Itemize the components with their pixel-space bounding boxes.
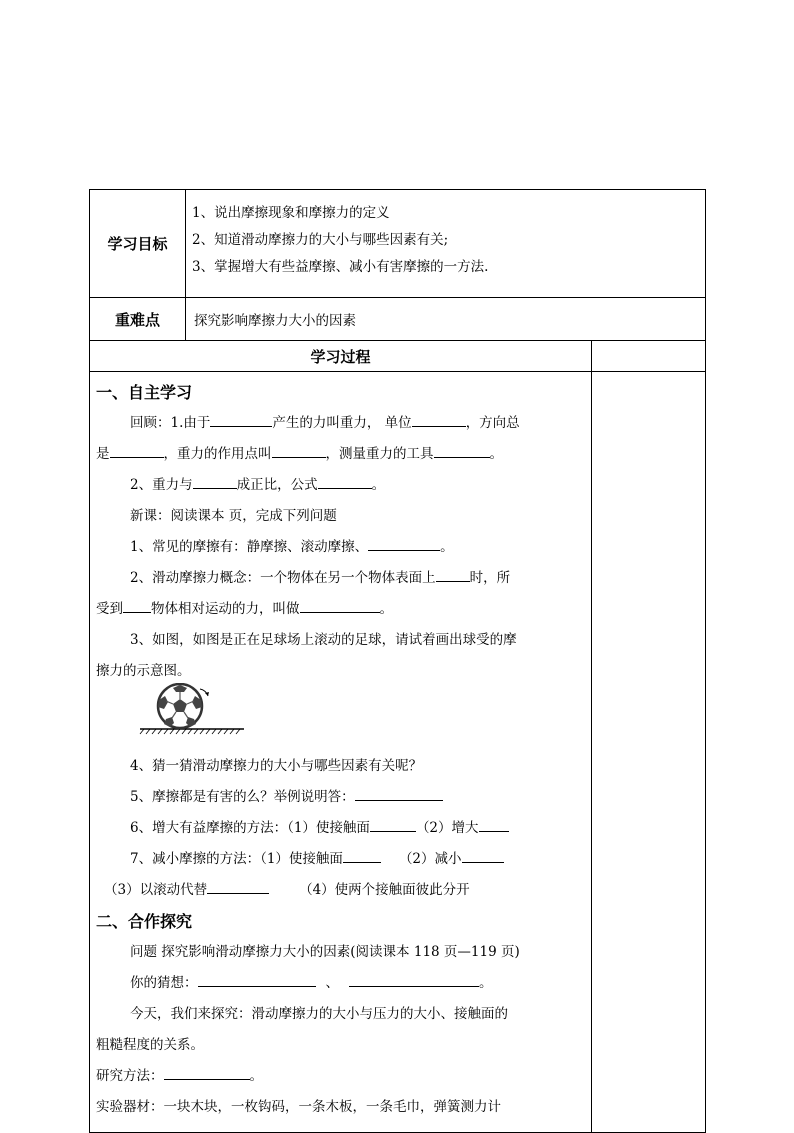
review-line-2: 是 ，重力的作用点叫 ，测量重力的工具 。 — [96, 442, 503, 462]
worksheet — [89, 189, 705, 1123]
rotation-arrow-icon — [200, 689, 208, 696]
question-5: 5、摩擦都是有害的么？举例说明答： — [130, 785, 443, 805]
rolling-ball-figure — [138, 683, 248, 737]
question-4: 4、猜一猜滑动摩擦力的大小与哪些因素有关呢？ — [130, 758, 423, 774]
objective-item: 1、说出摩擦现象和摩擦力的定义 — [192, 205, 390, 221]
question-2-cont: 受到 物体相对运动的力，叫做 。 — [96, 597, 393, 617]
notes-header — [592, 341, 706, 372]
difficulty-label: 重难点 — [90, 298, 186, 341]
objectives-label: 学习目标 — [90, 190, 186, 298]
objectives-list — [186, 190, 706, 298]
question-6: 6、增大有益摩擦的方法：（1）使接触面 （2）增大 — [130, 816, 509, 836]
problem-line: 问题 探究影响滑动摩擦力大小的因素(阅读课本 118 页—119 页) — [130, 944, 520, 960]
question-7-cont: （3）以滚动代替 （4）使两个接触面彼此分开 — [104, 878, 470, 898]
question-1: 1、常见的摩擦有：静摩擦、滚动摩擦、 。 — [130, 535, 454, 555]
process-title: 学习过程 — [90, 341, 592, 372]
objective-item: 3、掌握增大有些益摩擦、减小有害摩擦的一方法. — [192, 259, 489, 275]
guess-line: 你的猜想： 、 。 — [130, 971, 493, 991]
section-title: 二、合作探究 — [96, 912, 193, 931]
question-3-cont: 擦力的示意图。 — [96, 663, 191, 679]
notes-column — [592, 372, 706, 1133]
question-7: 7、减小摩擦的方法：（1）使接触面 （2）减小 — [130, 847, 504, 867]
objective-item: 2、知道滑动摩擦力的大小与哪些因素有关; — [192, 232, 449, 248]
question-3: 3、如图，如图是正在足球场上滚动的足球，请试着画出球受的摩 — [130, 632, 517, 648]
question-2: 2、滑动摩擦力概念：一个物体在另一个物体表面上 时，所 — [130, 566, 510, 586]
worksheet-table — [89, 189, 706, 1133]
materials-line: 实验器材：一块木块，一枚钩码，一条木板，一条毛巾，弹簧测力计 — [96, 1099, 501, 1115]
today-line: 今天，我们来探究：滑动摩擦力的大小与压力的大小、接触面的 — [130, 1006, 508, 1022]
soccer-ball-icon — [158, 684, 202, 728]
ground-surface — [140, 729, 244, 734]
process-content — [90, 372, 592, 1133]
difficulty-text: 探究影响摩擦力大小的因素 — [186, 298, 706, 341]
section-title: 一、自主学习 — [96, 383, 193, 402]
gravity-line: 2、重力与 成正比，公式 。 — [130, 473, 385, 493]
review-line-1: 回顾：1.由于 产生的力叫重力， 单位 ，方向总 — [130, 411, 520, 431]
today-line-cont: 粗糙程度的关系。 — [96, 1037, 204, 1053]
method-line: 研究方法： 。 — [96, 1064, 263, 1084]
new-lesson-line: 新课：阅读课本 页，完成下列问题 — [130, 508, 337, 524]
